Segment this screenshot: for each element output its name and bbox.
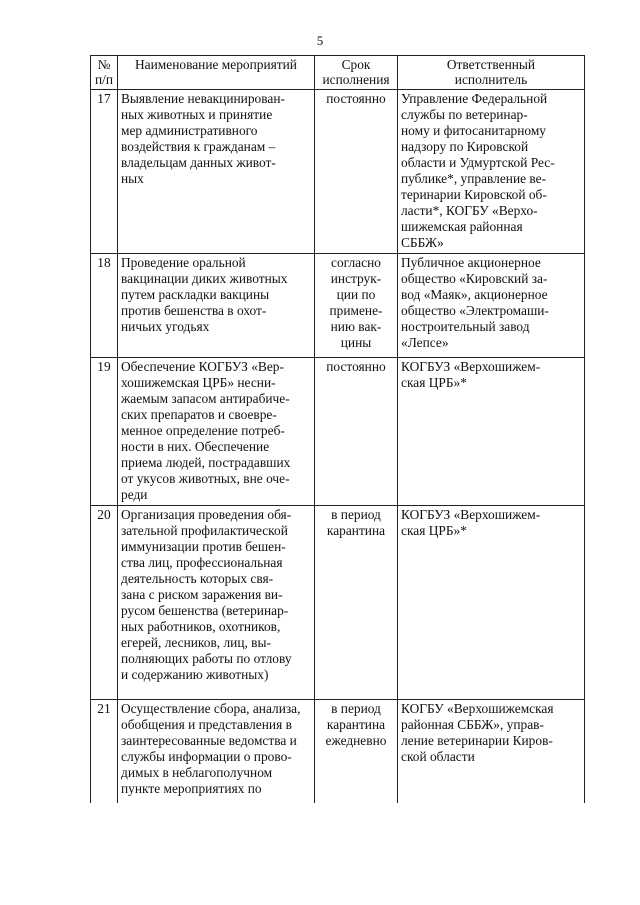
row-activity-text: Выявление невакцинирован- ных животных и принятие мер административного воздействия к гражданам – владельцам данных живот- ных [121,91,285,186]
header-responsible-text: Ответственный исполнитель [446,57,536,87]
row-number: 18 [91,254,118,358]
row-activity [118,700,315,804]
row-activity-text: Обеспечение КОГБУЗ «Вер- хошижемская ЦРБ» несни- жаемым запасом антирабиче- ских препаратов и своевре- менное определение потреб- ности в них. Обеспечение приема людей, пострадавших от укусов животных, вне оче- реди [121,359,291,502]
row-term-text: в период карантина ежедневно [325,701,387,748]
header-name [118,56,315,90]
header-responsible [398,56,585,90]
row-responsible-text: Управление Федеральной службы по ветеринар- ному и фитосанитарному надзору по Кировской области и Удмуртской Рес- публике*, управление ве- теринарии Кировской об- ласти*, КОГБУ «Верхо- шижемская районная СББЖ» [401,91,555,250]
row-activity [118,506,315,700]
row-number: 17 [91,90,118,254]
row-responsible [398,506,585,700]
row-term-text: постоянно [326,91,386,106]
activities-table [90,55,585,803]
row-responsible [398,90,585,254]
row-activity-text: Проведение оральной вакцинации диких животных путем раскладки вакцины против бешенства в охот- ничьих угодьях [121,255,288,334]
row-term [315,358,398,506]
table-row [91,700,585,804]
table-header [91,56,585,90]
header-num [91,56,118,90]
row-activity-text: Осуществление сбора, анализа, обобщения и представления в заинтересованные ведомства и службы информации о прово- димых в неблагополучном пункте мероприятиях по [121,701,301,796]
row-number: 19 [91,358,118,506]
header-num-text: № п/п [94,57,114,87]
row-responsible [398,254,585,358]
row-responsible-text: КОГБУЗ «Верхошижем- ская ЦРБ»* [401,507,541,538]
row-activity [118,90,315,254]
row-activity [118,358,315,506]
row-responsible [398,700,585,804]
page-number: 5 [316,33,324,48]
row-term [315,506,398,700]
header-name-text: Наименование мероприятий [135,57,297,72]
table-row [91,358,585,506]
row-term [315,90,398,254]
row-responsible [398,358,585,506]
row-term-text: согласно инструк- ции по примене- нию вак- цины [329,255,383,350]
row-term [315,254,398,358]
row-term-text: в период карантина [326,507,386,538]
header-term [315,56,398,90]
row-activity [118,254,315,358]
header-term-text: Срок исполнения [322,57,390,87]
table-row [91,506,585,700]
row-responsible-text: КОГБУЗ «Верхошижем- ская ЦРБ»* [401,359,541,390]
row-responsible-text: Публичное акционерное общество «Кировский за- вод «Маяк», акционерное общество «Электромаши- ностроительный завод «Лепсе» [401,255,549,350]
row-term [315,700,398,804]
row-number: 20 [91,506,118,700]
row-activity-text: Организация проведения обя- зательной профилактической иммунизации против бешен- ства лиц, профессиональная деятельность которых свя- зана с риском заражения ви- русом бешенства (ветеринар- ных работников, охотников, егерей, лесников, лиц, вы- полняющих работы по отлову и содержанию животных) [121,507,292,682]
row-number: 21 [91,700,118,804]
row-responsible-text: КОГБУ «Верхошижемская районная СББЖ», управ- ление ветеринарии Киров- ской области [401,701,554,764]
row-term-text: постоянно [326,359,386,374]
table-row [91,254,585,358]
table-row [91,90,585,254]
